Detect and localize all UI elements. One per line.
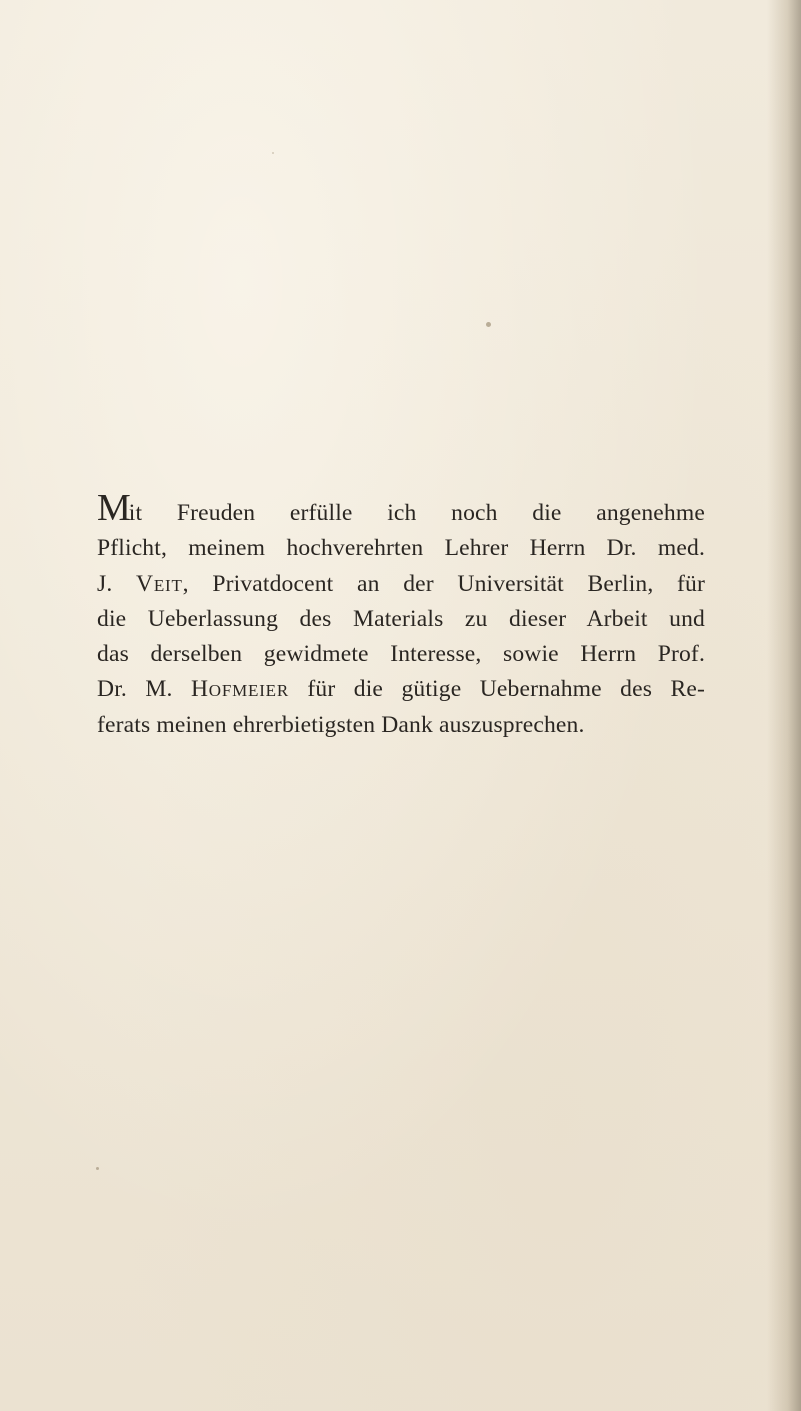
dedication-text: Dr. M. [97,676,191,703]
dedication-text: , Privatdocent an der Universität Berlin, für [182,570,705,597]
dedication-text: it Freuden erfülle ich noch die angenehme [128,500,705,526]
dedication-text: die Ueberlassung des Materials zu dieser Arbeit und [97,605,705,632]
dedication-line-5 [97,637,705,672]
dedication-text: J. [97,570,136,597]
dedication-text: für die gütige Uebernahme des Re- [289,676,705,703]
person-name-veit: Veit [136,570,183,597]
paper-speck [96,1167,99,1170]
dedication-line-3 [97,567,705,602]
dedication-line-1 [97,487,705,531]
paper-speck [486,322,491,327]
decorative-initial: M [97,487,129,529]
person-name-hofmeier: Hofmeier [190,676,289,703]
dedication-line-2 [97,531,705,566]
dedication-line-7 [97,708,705,743]
paper-speck [272,152,274,154]
dedication-text: ferats meinen ehrerbietigsten Dank auszusprechen. [97,711,585,738]
page-edge-shadow [767,0,801,1411]
dedication-line-6 [97,672,705,707]
dedication-text: das derselben gewidmete Interesse, sowie Herrn Prof. [97,641,705,668]
dedication-line-4 [97,602,705,637]
dedication-paragraph [97,487,705,743]
dedication-text: Pflicht, meinem hochverehrten Lehrer Herrn Dr. med. [97,535,705,562]
